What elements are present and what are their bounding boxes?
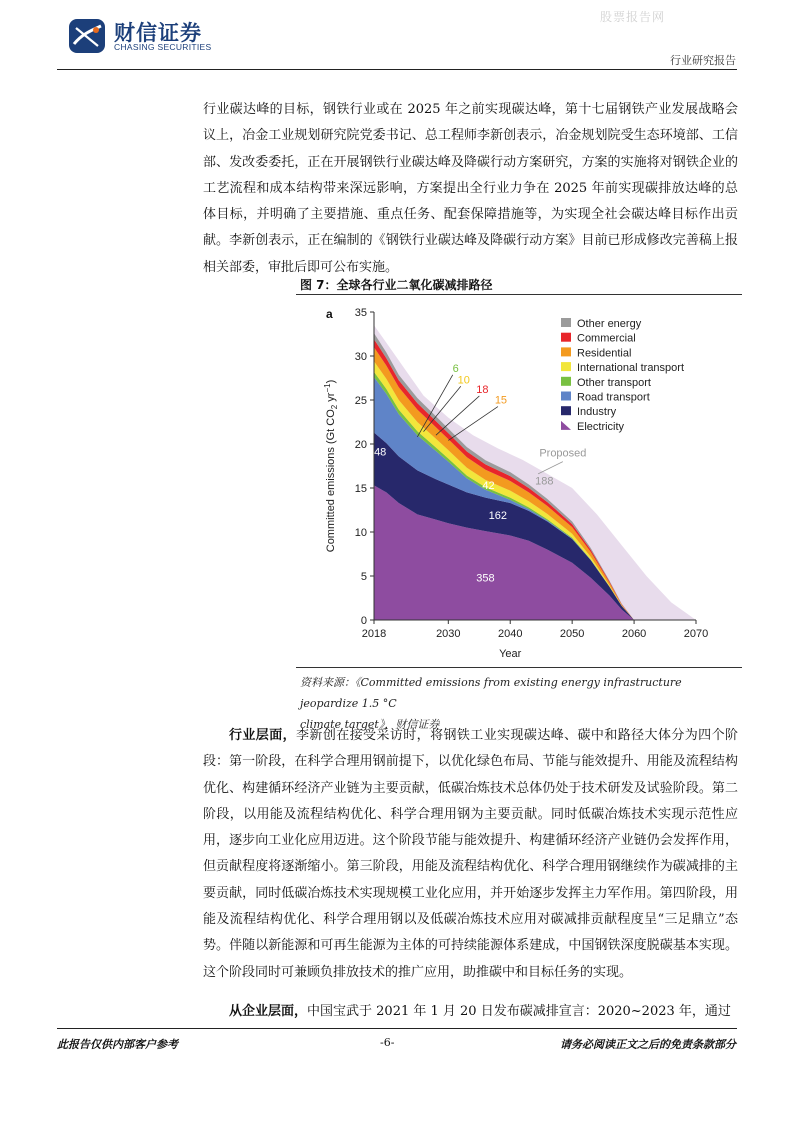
logo-chinese-name: 财信证券 [114, 21, 202, 45]
x-tick-label-2070: 2070 [683, 628, 709, 640]
y-tick-label-0: 0 [360, 615, 367, 627]
y-tick-label-30: 30 [354, 351, 367, 363]
paragraph-3-lead: 从企业层面， [229, 1004, 308, 1019]
annotation-358: 358 [476, 572, 495, 585]
legend-label-international-transport: International transport [577, 362, 685, 375]
callout-line-proposed [538, 462, 563, 474]
watermark: 股票报告网 [600, 10, 666, 24]
y-axis-label-main: Committed emissions (Gt CO [325, 409, 337, 553]
body-paragraph-1: 行业碳达峰的目标，钢铁行业或在 2025 年之前实现碳达峰，第十七届钢铁产业发展战略会议上，冶金工业规划研究院党委书记、总工程师李新创表示，冶金规划院受生态环境部、工信部、发改委委托，正在开展钢铁行业碳达峰及降碳行动方案研究，方案的实施将对钢铁企业的工艺流程和成本结构带来深远影响，方案提出全行业力争在 2025 年前实现碳排放达峰的总体目标，并明确了主要措施、重点任务、配套保障措施等，为实现全社会碳达峰目标作出贡献。李新创表示，正在编制的《钢铁行业碳达峰及降碳行动方案》目前已形成修改完善稿上报相关部委，审批后即可公布实施。 [203, 102, 738, 275]
legend-label-electricity: Electricity [577, 420, 625, 433]
annotation-6: 6 [452, 362, 459, 375]
legend-label-other-transport: Other transport [577, 376, 651, 389]
y-axis-label-sub: 2 [330, 404, 339, 410]
y-tick-label-25: 25 [354, 395, 367, 407]
annotation-18: 18 [476, 383, 489, 396]
legend-label-other-energy: Other energy [577, 318, 642, 330]
y-tick-label-20: 20 [354, 439, 367, 451]
footer-disclaimer-left: 此报告仅供内部客户参考 [57, 1038, 178, 1051]
x-tick-label-2030: 2030 [436, 628, 461, 640]
page-number: -6- [380, 1036, 395, 1049]
figure-top-rule [296, 294, 742, 295]
paragraph-2-text: 李新创在接受采访时，将钢铁工业实现碳达峰、碳中和路径大体分为四个阶段：第一阶段，在科学合理用钢前提下，以优化绿色布局、节能与能效提升、用能及流程结构优化、构建循环经济产业链为主要贡献，低碳冶炼技术总体仍处于技术研发及试验阶段。第二阶段，以用能及流程结构优化、科学合理用钢为主要贡献。同时低碳冶炼技术实现示范性应用，逐步向工业化应用迈进。这个阶段节能与能效提升、构建循环经济产业链仍会发挥作用，但贡献程度将逐渐缩小。第三阶段，用能及流程结构优化、科学合理用钢继续作为碳减排的主要贡献，同时低碳冶炼技术实现规模工业化应用，并开始逐步发挥主力军作用。第四阶段，用能及流程结构优化、科学合理用钢以及低碳冶炼技术应用对碳减排贡献程度呈“三足鼎立”态势。伴随以新能源和可再生能源为主体的可持续能源体系建成，中国钢铁深度脱碳基本实现。这个阶段同时可兼顾负排放技术的推广应用，助推碳中和目标任务的实现。 [203, 728, 738, 980]
annotation-42: 42 [482, 479, 495, 492]
x-axis-label: Year [499, 648, 522, 660]
header-divider [57, 69, 737, 70]
logo-english-name: CHASING SECURITIES [114, 42, 212, 52]
y-axis-label-end: ) [325, 379, 337, 384]
annotation-15: 15 [494, 394, 508, 407]
figure-source-line-2: climate target》，财信证券 [300, 718, 440, 731]
annotation-188: 188 [535, 475, 554, 488]
panel-label: a [326, 307, 333, 321]
footer-disclaimer-right: 请务必阅读正文之后的免责条款部分 [560, 1038, 736, 1051]
body-paragraph-2 [203, 723, 738, 986]
legend-swatch-other-energy [561, 318, 571, 327]
y-tick-label-35: 35 [354, 307, 367, 319]
y-axis-label [323, 380, 339, 553]
y-tick-label-5: 5 [360, 571, 367, 583]
legend-swatch-residential [561, 347, 571, 356]
legend-swatch-commercial [561, 333, 571, 342]
annotation-proposed: Proposed [539, 447, 587, 460]
emissions-area-chart [296, 298, 742, 666]
y-axis-label-sup: −1 [323, 383, 332, 393]
figure-source-line-1: 资料来源：《Committed emissions from existing energy infrastructure jeopardize 1.5 °C [300, 676, 682, 710]
annotation-162: 162 [488, 509, 508, 522]
x-tick-label-2040: 2040 [497, 628, 523, 640]
legend-swatch-other-transport [561, 377, 571, 386]
x-tick-label-2060: 2060 [621, 628, 647, 640]
y-axis-label-mid: yr [325, 392, 337, 405]
logo-icon [68, 18, 106, 54]
x-tick-label-2018: 2018 [361, 628, 387, 640]
x-tick-label-2050: 2050 [559, 628, 585, 640]
paragraph-2-lead: 行业层面， [229, 728, 297, 743]
legend-label-residential: Residential [577, 347, 632, 360]
figure-title: 图 7：全球各行业二氧化碳减排路径 [300, 278, 493, 292]
legend-swatch-international-transport [561, 362, 571, 371]
legend-label-road-transport: Road transport [577, 391, 650, 404]
legend-swatch-industry [561, 406, 571, 415]
annotation-48: 48 [374, 446, 387, 459]
legend-label-industry: Industry [577, 406, 617, 419]
legend-swatch-road-transport [561, 392, 571, 401]
legend-swatch-electricity [561, 421, 571, 430]
y-tick-label-15: 15 [354, 483, 367, 495]
paragraph-3-text: 中国宝武于 2021 年 1 月 20 日发布碳减排宣言：2020~2023 年，通过 [307, 1004, 731, 1019]
body-paragraph-3 [203, 999, 738, 1025]
y-tick-label-10: 10 [354, 527, 367, 539]
footer-divider [57, 1028, 737, 1029]
figure-bottom-rule [296, 667, 742, 668]
legend-label-commercial: Commercial [577, 332, 636, 345]
annotation-10: 10 [457, 374, 470, 387]
report-type-label: 行业研究报告 [670, 54, 736, 67]
